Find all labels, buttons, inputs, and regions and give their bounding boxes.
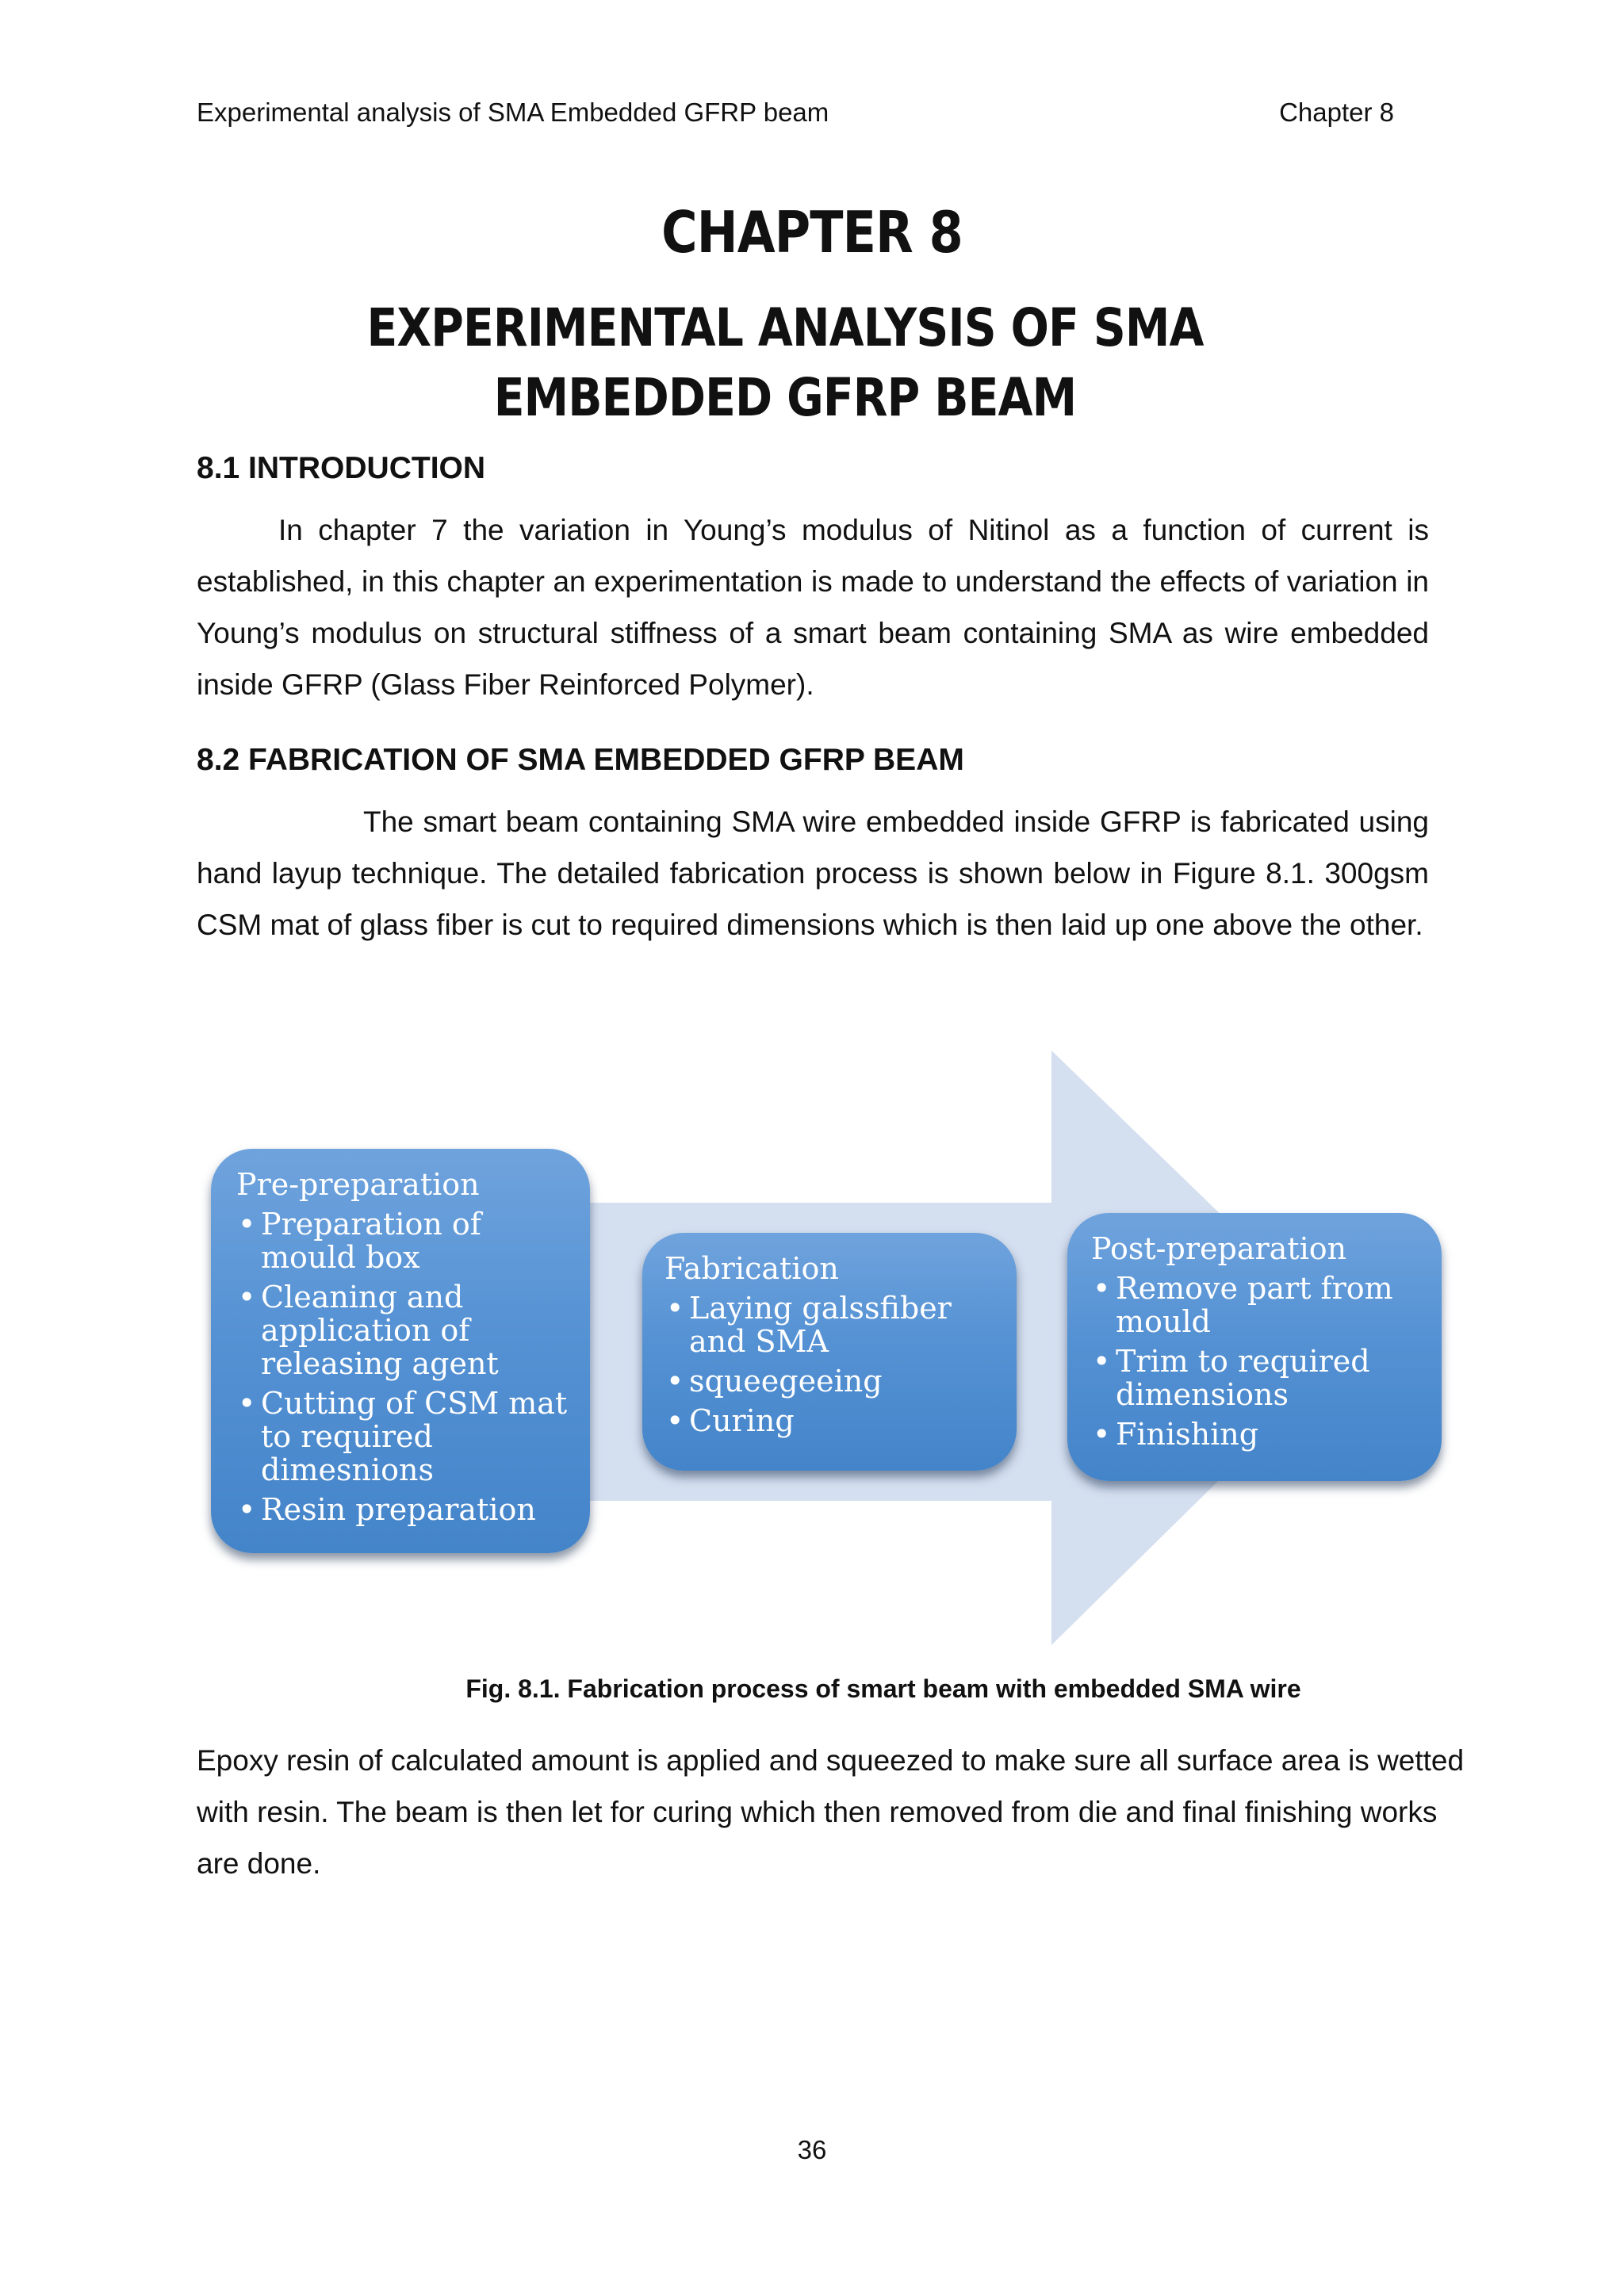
list-item: • Curing [665, 1404, 1001, 1437]
fabrication-paragraph: The smart beam containing SMA wire embedded inside GFRP is fabricated using hand layup technique. The detailed fabrication process is shown below in Figure 8.1. 300gsm CSM mat of glass fiber is cut to required dimensions which is then laid up one above the other. [197, 806, 1429, 941]
list-item: • Laying galssfiber and SMA [665, 1292, 1001, 1358]
running-header-chapter: Chapter 8 [1279, 98, 1394, 127]
closing-paragraph: Epoxy resin of calculated amount is applied and squeezed to make sure all surface area is wetted with resin. The beam is then let for curing which then removed from die and final finishing works are done. [197, 1744, 1465, 1880]
list-item: • Remove part from mould [1091, 1272, 1426, 1338]
step-title: Post-preparation [1091, 1231, 1347, 1266]
chapter-number: CHAPTER 8 [661, 199, 963, 266]
running-header-title: Experimental analysis of SMA Embedded GFRP beam [197, 98, 829, 127]
step-title: Pre-preparation [236, 1167, 480, 1202]
step-items [236, 1207, 574, 1526]
page-number: 36 [797, 2135, 827, 2164]
list-item: • Preparation of mould box [236, 1207, 574, 1274]
chapter-title: EXPERIMENTAL ANALYSIS OF SMA EMBEDDED GFRP BEAM [366, 297, 1204, 428]
fabrication-process-figure [197, 1050, 1450, 1653]
section-heading-fabrication: 8.2 FABRICATION OF SMA EMBEDDED GFRP BEAM [197, 743, 964, 777]
step-items [665, 1292, 1001, 1437]
figure-caption: Fig. 8.1. Fabrication process of smart beam with embedded SMA wire [465, 1674, 1301, 1703]
list-item: • Trim to required dimensions [1091, 1345, 1426, 1411]
step-post-preparation [1067, 1213, 1442, 1481]
step-title: Fabrication [665, 1251, 839, 1286]
list-item: • Finishing [1091, 1418, 1426, 1451]
step-fabrication [642, 1233, 1017, 1471]
section-heading-introduction: 8.1 INTRODUCTION [197, 451, 486, 485]
list-item: • Cutting of CSM mat to required dimesnions [236, 1387, 574, 1487]
step-pre-preparation [211, 1149, 590, 1553]
step-items [1091, 1272, 1426, 1451]
list-item: • Resin preparation [236, 1493, 574, 1526]
list-item: • squeegeeing [665, 1364, 1001, 1398]
introduction-paragraph: In chapter 7 the variation in Young’s modulus of Nitinol as a function of current is established, in this chapter an experimentation is made to understand the effects of variation in Young’s modulus on structural stiffness of a smart beam containing SMA as wire embedded inside GFRP (Glass Fiber Reinforced Polymer). [197, 514, 1429, 701]
list-item: • Cleaning and application of releasing agent [236, 1280, 574, 1380]
